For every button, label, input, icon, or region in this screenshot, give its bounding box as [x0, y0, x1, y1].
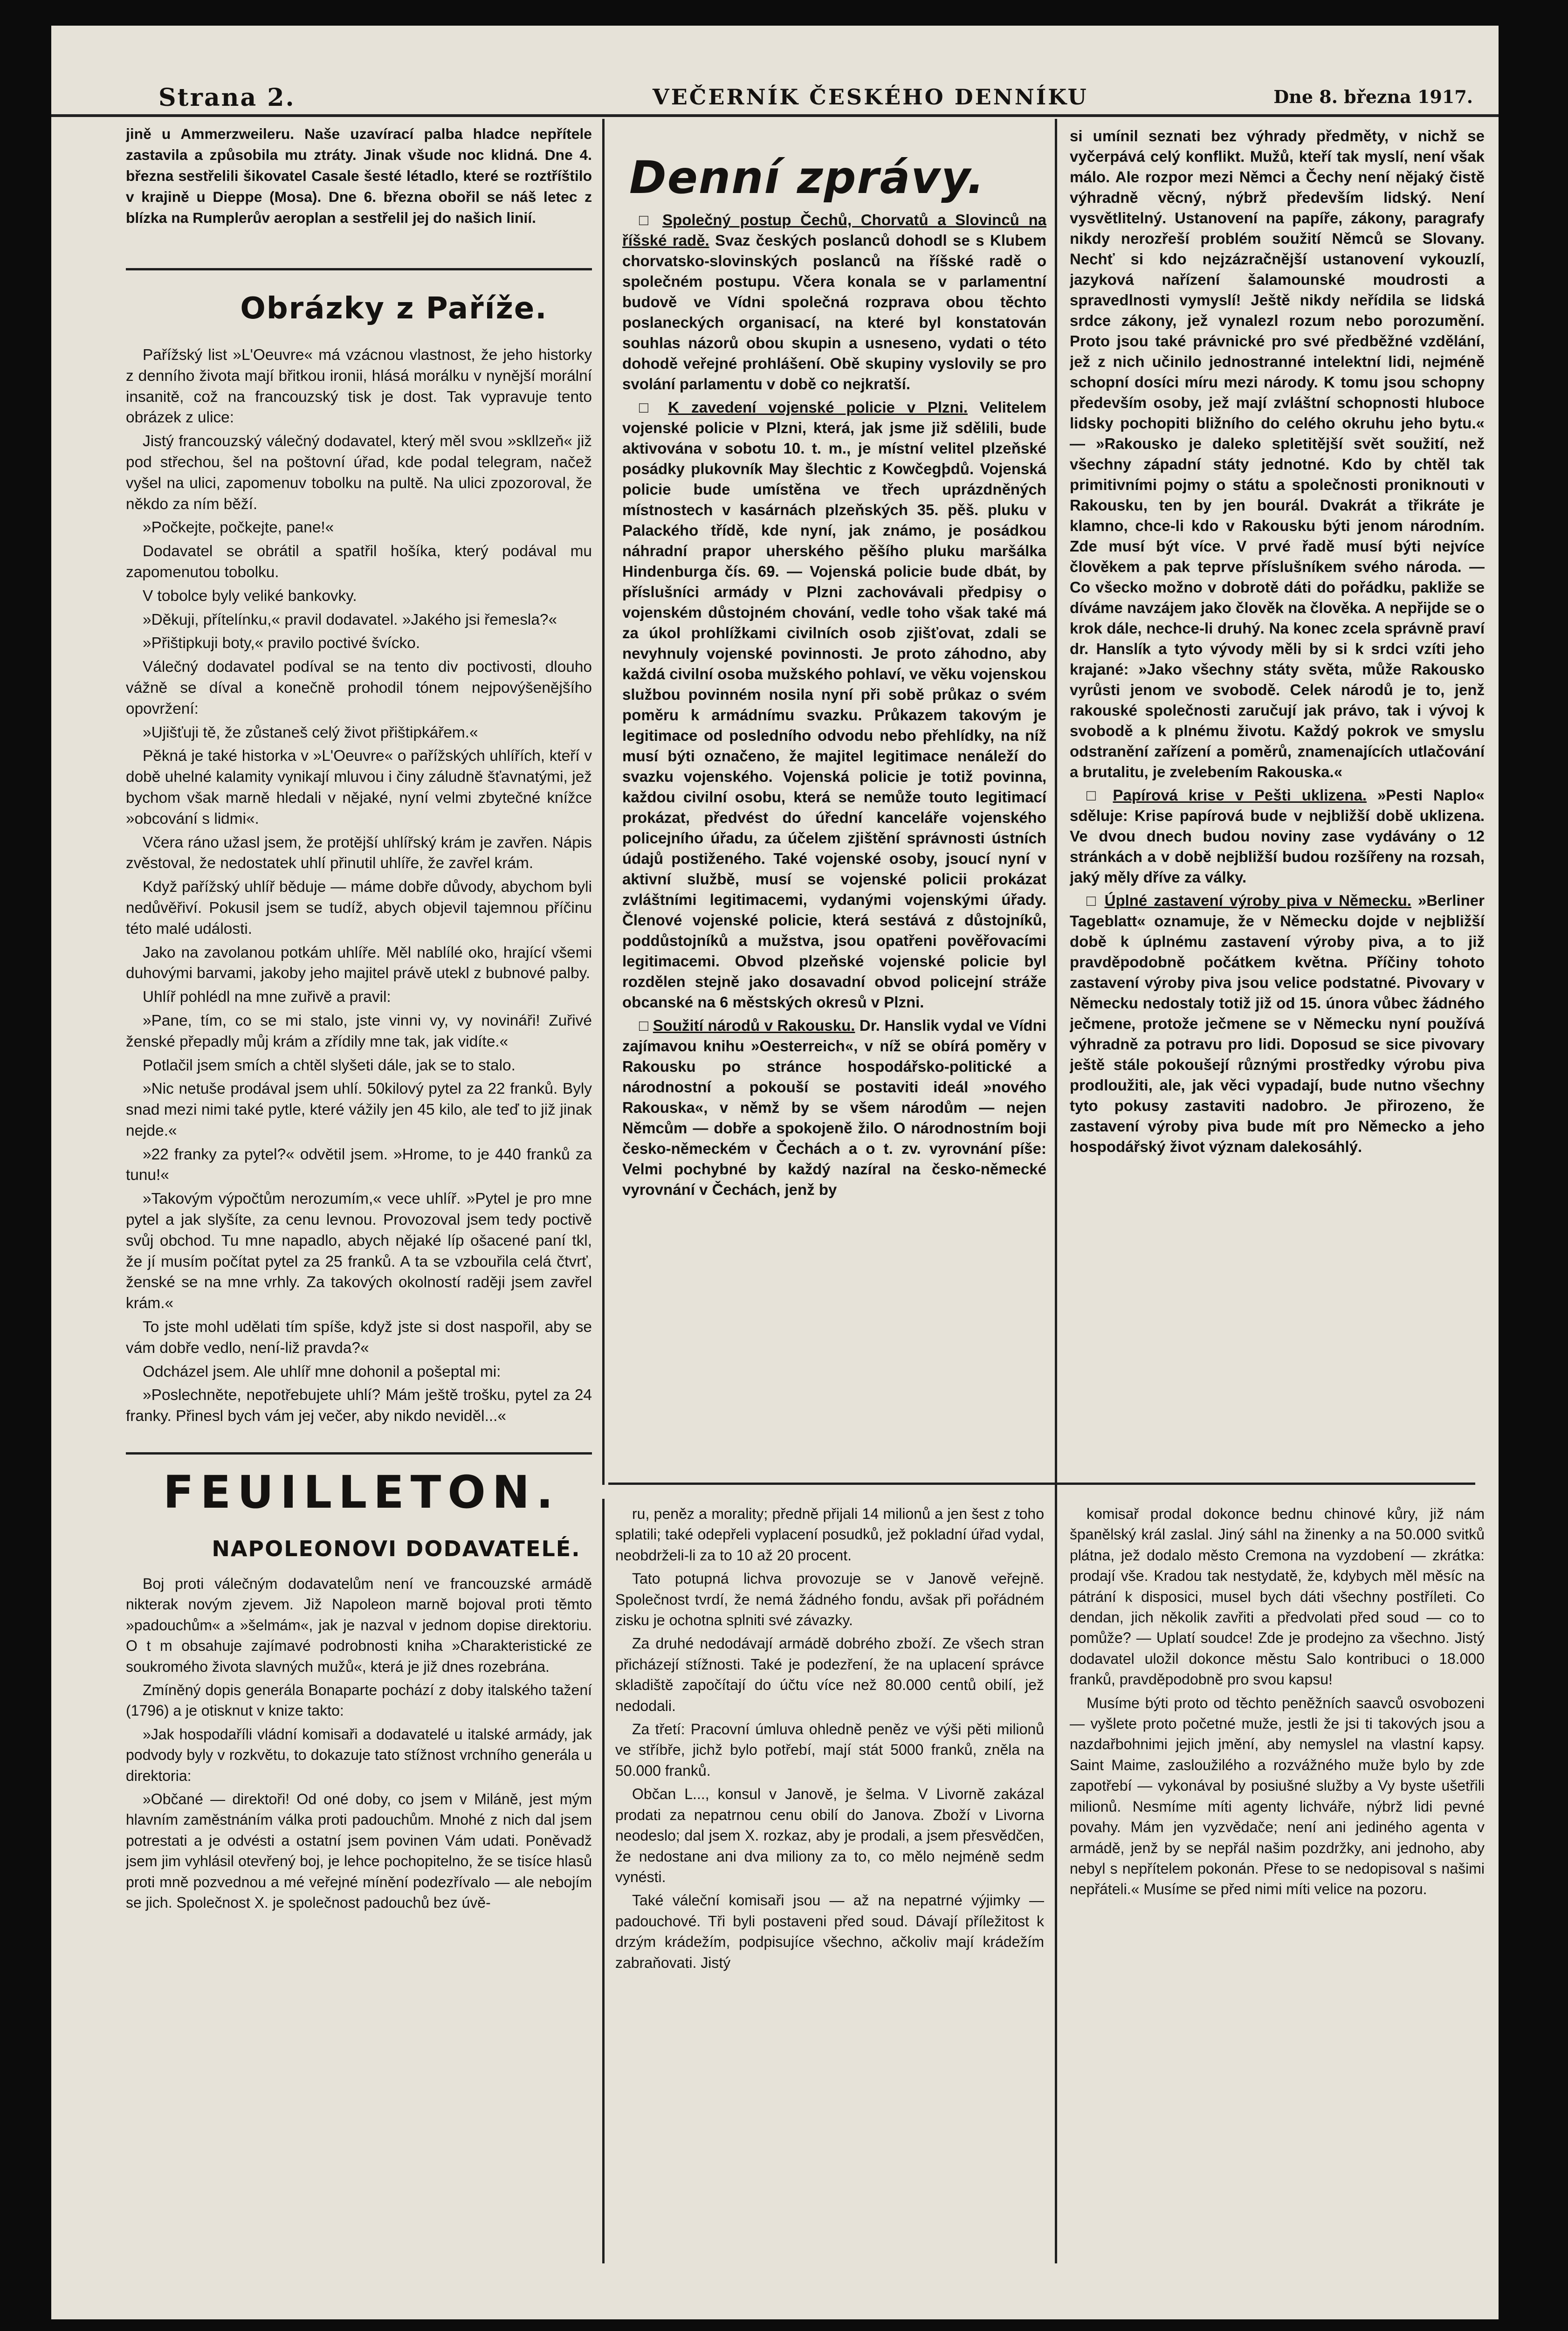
paragraph: jině u Ammerzweileru. Naše uzavírací palba hladce nepřítele zastavila a způsobila mu ztráty. Jinak všude noc klidná. Dne 4. března sestřelili šikovatel Casale šesté létadlo, které se roztříštilo v krajině u Dieppe (Mosa). Dne 6. března obořil se náš letec z blízka na Rumplerův aeroplan a sestřelil jej do našich linií.	[126, 125, 592, 226]
paragraph: Jako na zavolanou potkám uhlíře. Měl nablílé oko, hrající všemi duhovými barvami, jakoby jeho majitel právě utekl z bubnové palby.	[126, 944, 592, 982]
news-item-body: Svaz českých poslanců dohodl se s Klubem chorvatsko-slovinských poslanců na říšské radě o společném postupu. Včera konala se v parlamentní budově ve Vídni společná rozprava obou těchto poslaneckých organisací, na které byl konstatován souhlas názorů obou skupin a usneseno, vydati o této dohodě veřejné prohlášení. Obě skupiny vyslovily se pro svolání parlamentu v době co nejkratší.	[622, 232, 1046, 393]
feuilleton-title: NAPOLEONOVI DODAVATELÉ.	[212, 1536, 581, 1561]
paragraph: »Počkejte, počkejte, pane!«	[143, 519, 334, 537]
news-item-headline: Papírová krise v Pešti uklizena.	[1113, 786, 1367, 804]
section-heading: Denní zprávy.	[629, 152, 985, 204]
paragraph: Včera ráno užasl jsem, že protější uhlířský krám je zavřen. Nápis zvěstoval, že nedostatek uhlí přinutil uhlíře, že zavřel krám.	[126, 834, 592, 872]
article-rule	[126, 1452, 592, 1455]
issue-date: Dne 8. března 1917.	[1273, 86, 1473, 107]
page-number: Strana 2.	[158, 83, 296, 112]
paragraph: Za třetí: Pracovní úmluva ohledně peněz ve výši pěti milionů ve stříbře, jichž bylo potřebí, mají stát 5000 franků, zněla na 50.000 franků.	[615, 1721, 1044, 1779]
paragraph: Musíme býti proto od těchto peněžních saavců osvobozeni — vyšlete proto početné muže, jestli že jsi ti takových jsou a nazdařbohnimi jejich jmění, aby nemyslel na vlastní kapsy. Saint Maime, zasloužilého a rozvážného muže bylo by zde zapotřebí — vykonával by posiušné služby a Vy byste ušetřili milionů. Nesmíme míti agenty lichváře, nýbrž lidi pevné povahy. Mám jen vyzvědače; není ani jediného agenta v armádě, jenž by se nepřál našim pozdržky, ani jednoho, aby nebyl s nepřítelem pokonán. Přese to se nedopisoval s našimi nepřáteli.« Musíme se před nimi míti velice na pozoru.	[1070, 1694, 1485, 1898]
paragraph: »Jak hospodaříli vládní komisaři a dodavatelé u italské armády, jak podvody byly v rozkvětu, to dokazuje tato stížnost vrchního generála u direktoria:	[126, 1725, 592, 1784]
bullet-box-icon: □	[639, 399, 668, 416]
paragraph: »Takovým výpočtům nerozumím,« vece uhlíř. »Pytel je pro mne pytel a jak slyšíte, za cenu levnou. Provozoval jsem tedy poctivě svůj obchod. Tu mne napadlo, abych nějaké líp ošacené paní tkl, že jí musím počítat pytel za 25 franků. A ta se vzbouřila celá čtvrť, ženské se na mne vrhly. Za takových okolností raději jsem zavřel krám.«	[126, 1190, 592, 1312]
paragraph: ru, peněz a morality; předně přijali 14 milionů a jen šest z toho splatili; také odepřeli vyplacení posudků, jež pokladní úřad vydal, neobdrželi-li za to 10 až 20 procent.	[615, 1505, 1044, 1564]
paragraph: V tobolce byly veliké bankovky.	[143, 587, 357, 605]
paragraph: To jste mohl udělati tím spíše, když jste si dost naspořil, aby se vám dobře vedlo, není-liž pravda?«	[126, 1318, 592, 1357]
article-rule	[126, 268, 592, 270]
paragraph: Tato potupná lichva provozuje se v Janově veřejně. Společnost tvrdí, že nemá žádného fondu, avšak při pořádném zisku je ochotna splniti své závazky.	[615, 1570, 1044, 1629]
paragraph: »Nic netuše prodával jsem uhlí. 50kilový pytel za 22 franků. Byly snad mezi nimi také pytle, které vážily jen 45 kilo, ale teď to již jinak nejde.«	[126, 1080, 592, 1139]
scan-edge	[1499, 26, 1510, 2319]
news-item-body: Dr. Hanslik vydal ve Vídni zajímavou knihu »Oesterreich«, v níž se obírá poměry v Rakousku po stránce hospodářsko-politické a národnostní a pokouší se postaviti ideál »nového Rakouska«, v němž by se všem národům — nejen Němcům — dobře a spokojeně žilo. O národnostním boji česko-německém v Čechách a o t. zv. vyrovnání píše: Velmi pochybné by každý nazíral na česko-německé vyrovnání v Čechách, jenž by	[622, 1017, 1046, 1198]
news-item	[622, 1015, 1046, 1200]
article-obrazky-z-parize	[126, 345, 592, 1445]
paragraph: Boj proti válečným dodavatelům není ve francouzské armádě nikterak novým zjevem. Již Napoleon marně bojoval proti těmto »padouchům« a »šelmám«, jak je nazval v jednom dopise direktoriu. O t m obsahuje zajímavé podrobnosti kniha »Charakteristické ze soukromého života slavných mužů«, která je již dnes rozebrána.	[126, 1575, 592, 1675]
news-item-headline: Úplné zastavení výroby piva v Německu.	[1104, 892, 1411, 909]
paragraph: komisař prodal dokonce bednu chinové kůry, již nám španělský král zaslal. Jiný sáhl na žinenky a na 50.000 svitků plátna, jež dodalo město Cremona na vyzdobení — zkrátka: prodají vše. Kradou tak nestydatě, že, kdybych měl měsíc na pátrání k disposici, musel bych dáti všechny postříleti. Co dendan, jich několik zavřiti a předvolati před soud — co to pomůže? — Uplatí soudce! Zde je prodejno za všechno. Jistý dodavatel uložil dokonce městu Salo kontribuci o 18.000 franků, pravděpodobně pro svou kapsu!	[1070, 1505, 1485, 1688]
news-item	[622, 397, 1046, 1013]
daily-news-column-continued	[1070, 126, 1485, 1473]
news-item-headline: Společný postup Čechů, Chorvatů a Slovinců na říšské radě.	[622, 211, 1046, 249]
paragraph: Jistý francouzský válečný dodavatel, který měl svou »skllzeň« již pod střechou, šel na poštovní úřad, kde podal telegram, načež vyšel na ulici, zapomenuv tobolku na pultě. Na ulici zpozoroval, že někdo za ním běží.	[126, 433, 592, 513]
page-header	[33, 82, 1510, 117]
paragraph: »Přištipkuji boty,« pravilo poctivé švícko.	[143, 634, 420, 652]
news-item-body: si umínil seznati bez výhrady předměty, v nichž se vyčerpává celý konflikt. Mužů, kteří tak myslí, není však málo. Ale rozpor mezi Němci a Čechy není nějaký čistě výhradně věcný, nýbrž především lidský. Není vysvětlitelný. Ustanovení na papíře, zákony, paragrafy nikdy nerozřeší problém soužití Němců se Slovany. Nechť si kdo nejzázračnější ustanovení vykouzlí, jazyková nařízení šalamounské moudrosti a spravedlnosti vymyslí! Ještě nikdy neřídila se lidská srdce zákony, jež vynalezl rozum nebo porozumění. Proto jsou také právnické pro své předběžné vzdělání, jež z nich učinilo jednostranné intelektní lidi, nejméně schopní dosíci míru mezi národy. K tomu jsou schopny především osoby, jež mají zvláštní schopnosti hluboce lidsky pochopiti bližního do celého okruhu jeho bytu.« — »Rakousko je daleko spletitější svět soužití, než všechny západní státy jednotné. Kdo by chtěl tak primitivními pojmy o státu a společnosti proniknouti v Rakousku, ten by jen bourál. Dvakrát a třikráte je klamno, chce-li kdo v Rakousku býti jenom národním. Zde musí být více. V prvé řadě musí býti nejvíce člověkem a pak teprve příslušníkem svého národa. — Co všecko možno v dobrotě dáti do pořádku, pakliže se díváme navzájem jako člověk na člověka. A nepřijde se o krok dále, nechce-li druhý. Na konec zcela správně praví dr. Hanslík a tyto vývody měli by si k srdci vzíti jeho krajané: »Jako všechny státy světa, může Rakousko vyrůsti jenom ve svobodě. Celek národů je to, jenž rakouské společnosti zaručují jak právo, tak i vývoj k svobodě a k plnému životu. Každý pokrok ve smyslu odstranění zařízení a poměrů, znamenajících utlačování a brutalitu, je zvelebením Rakouska.«	[1070, 127, 1485, 780]
column-rule	[1055, 119, 1057, 2263]
paragraph: »Pane, tím, co se mi stalo, jste vinni vy, vy novináři! Zuřivé ženské přepadly můj krám a zřídily mne tak, jak vidíte.«	[126, 1012, 592, 1050]
paragraph: Uhlíř pohlédl na mne zuřivě a pravil:	[143, 988, 391, 1006]
paragraph: Odcházel jsem. Ale uhlíř mne dohonil a pošeptal mi:	[143, 1363, 501, 1380]
news-item	[1070, 890, 1485, 1157]
paragraph: »Ujišťuji tě, že zůstaneš celý život přištipkářem.«	[143, 724, 478, 741]
news-item	[622, 210, 1046, 394]
news-item-body: »Pesti Naplo« sděluje: Krise papírová bude v nejbližší době uklizena. Ve dvou dnech budou noviny zase vydávány o 12 stránkách a v době nejbližší budou rozšířeny na rozsah, jaký měly dříve za války.	[1070, 786, 1485, 886]
paragraph: Za druhé nedodávají armádě dobrého zboží. Ze všech stran přicházejí stížnosti. Také je podezření, že na uplacení správce skladiště započítají do účtu více než 80.000 centů obilí, jež nedodali.	[615, 1635, 1044, 1714]
newspaper-page	[33, 26, 1510, 2319]
article-heading: Obrázky z Paříže.	[240, 291, 548, 326]
paragraph: Zmíněný dopis generála Bonaparte pochází z doby italského tažení (1796) a je otisknut v knize takto:	[126, 1682, 592, 1719]
paragraph: Pařížský list »L'Oeuvre« má vzácnou vlastnost, že jeho historky z denního života mají břitkou ironii, hlásá morálku v nynější morální insanitě, což na francouzský tisk je dost. Tak vypravuje tento obrázek z ulice:	[126, 346, 592, 427]
paragraph: Občan L..., konsul v Janově, je šelma. V Livorně zakázal prodati za nepatrnou cenu obilí do Janova. Zboží v Livorna neodeslo; dal jsem X. rozkaz, aby je prodali, a jsem přesvědčen, že nedostane ani dva miliony za to, co mělo nejméně sedm vynésti.	[615, 1786, 1044, 1885]
paragraph: »Děkuji, přítelínku,« pravil dodavatel. »Jakého jsi řemesla?«	[143, 611, 557, 628]
paragraph: »Občané — direktoři! Od oné doby, co jsem v Miláně, jest mým hlavním zaměstnáním válka proti padouchům. Mnohé z nich dal jsem potrestati a je odvésti a ostatní jsem povinen Vám udati. Poněvadž jsem jim vyhlásil otevřený boj, je lehce pochopitelno, že se tisíce hlasů proti mně pozvednou a mé veřejné mínění podezřívalo — ale nebojím se jich. Společnost X. je společnost padouchů bez úvě-	[126, 1791, 592, 1911]
news-item-headline: K zavedení vojenské policie v Plzni.	[668, 399, 968, 416]
paragraph: Také váleční komisaři jsou — až na nepatrné výjimky — padouchové. Tři byli postaveni před soud. Dávají příležitost k drzým krádežím, podpisujíce všechno, ačkoliv mají krádežím zabraňovati. Jistý	[615, 1892, 1044, 1971]
paragraph: Válečný dodavatel podíval se na tento div poctivosti, dlouho vážně se díval a konečně prohodil tónem nejpovýšenějšího opovržení:	[126, 658, 592, 717]
feuilleton-column-2	[615, 1503, 1044, 2259]
section-rule	[608, 1483, 1475, 1485]
feuilleton-column-1	[126, 1573, 592, 2259]
column-rule	[602, 1499, 605, 2263]
paragraph: Když pařížský uhlíř běduje — máme dobře důvody, abychom byli nedůvěřiví. Pokusil jsem se tudíž, abych objevil tajemnou příčinu této malé události.	[126, 878, 592, 938]
paragraph: Pěkná je také historka v »L'Oeuvre« o pařížských uhlířích, kteří v době uhelné kalamity vynikají mluvou i činy záludně šťavnatými, jež bychom však marně hledali v nějaké, nyní velmi zbytečné knížce »obcování s lidmi«.	[126, 747, 592, 828]
paragraph: Dodavatel se obrátil a spatřil hošíka, který podával mu zapomenutou tobolku.	[126, 543, 592, 581]
paragraph: »Poslechněte, nepotřebujete uhlí? Mám ještě trošku, pytel za 24 franky. Přinesl bych vám jej večer, aby nikdo neviděl...«	[126, 1386, 592, 1425]
scan-edge	[33, 26, 51, 2319]
paragraph: Potlačil jsem smích a chtěl slyšeti dále, jak se to stalo.	[143, 1056, 516, 1074]
bullet-box-icon: □	[639, 1017, 653, 1034]
bullet-box-icon: □	[1087, 892, 1105, 909]
news-item	[1070, 785, 1485, 888]
news-item-body: Velitelem vojenské policie v Plzni, která, jak jsme již sdělili, bude aktivována v sobotu 10. t. m., je místní velitel plzeňské posádky plukovník May šlechtic z Kowčegþdů. Vojenská policie bude umístěna ve třech uprázdněných místnostech v kasárnách plzeňských 35. pěš. pluku v Palackého třídě, kde nyní, jak známo, je posádkou náhradní prapor uherského pěšího pluku maršálka Hindenburga čís. 69. — Vojenská policie bude dbát, by příslušníci armády v Plzni zachovávali předpisy o vojenském důstojném chování, vedle toho však také má za úkol prohlížkami civilních osob zjišťovat, zdali se nevyhnuly vojenské povinnosti. Je proto záhodno, aby každá civilní osoba mužského pohlaví, ve věku vojenskou službou povinném nosila nyní při sobě průkaz o svém poměru k armádnímu svazku. Průkazem takovým je legitimace od posledního odvodu nebo přehlídky, na níž musí býti označeno, že majitel legitimace nenáleží do svazku vojenského. Vojenská policie je totiž povinna, každou civilní osobu, která se nemůže touto legitimací prokázat, předvést do úřední kanceláře vojenského policejního úřadu, za účelem zjištění správnosti ústních údajů postiženého. Také vojenské osoby, jsoucí nyní v aktivní službě, musí se vojenské policii prokázat zvláštními legitimacemi, vydanými vojenskými úřady. Členové vojenské policie, která sestává z důstojníků, poddůstojníků a mužstva, jsou opatřeni pověřovacími legitimacemi. Obvod plzeňské vojenské policie byl rozdělen stejně jako dosavadní obvod policejní stráže obcanské na 6 městských okresů v Plzni.	[622, 399, 1046, 1011]
paragraph: »22 franky za pytel?« odvětil jsem. »Hrome, to je 440 franků za tunu!«	[126, 1145, 592, 1184]
masthead-title: VEČERNÍK ČESKÉHO DENNÍKU	[653, 84, 1088, 110]
bullet-box-icon: □	[1087, 786, 1113, 804]
news-item-headline: Soužití národů v Rakousku.	[653, 1017, 855, 1034]
daily-news-column	[622, 210, 1046, 1473]
news-item	[1070, 126, 1485, 782]
news-item-body: »Berliner Tageblatt« oznamuje, že v Německu dojde v nejbližší době k úplnému zastavení výroby piva, a to již pravděpodobně počátkem května. Příčiny tohoto zastavení výroby piva jsou velice podstatné. Pivovary v Německu nedostaly totiž již od 15. února vůbec žádného ječmene, protože ječmene se v Německu nyní používá výhradně za potravu pro lidi. Doposud se sice pivovary ještě stále pokoušejí různými prostředky výrobu piva prodloužiti, ale, jak věci vypadají, bude nutno všechny tyto pokusy zastaviti nadobro. Je přirozeno, že zastavení výroby piva bude mít pro Německo a jeho hospodářský život význam dalekosáhlý.	[1070, 892, 1485, 1155]
war-report-continuation	[126, 124, 592, 263]
feuilleton-column-3	[1070, 1503, 1485, 2259]
bullet-box-icon: □	[639, 211, 663, 228]
feuilleton-heading: FEUILLETON.	[163, 1466, 560, 1518]
